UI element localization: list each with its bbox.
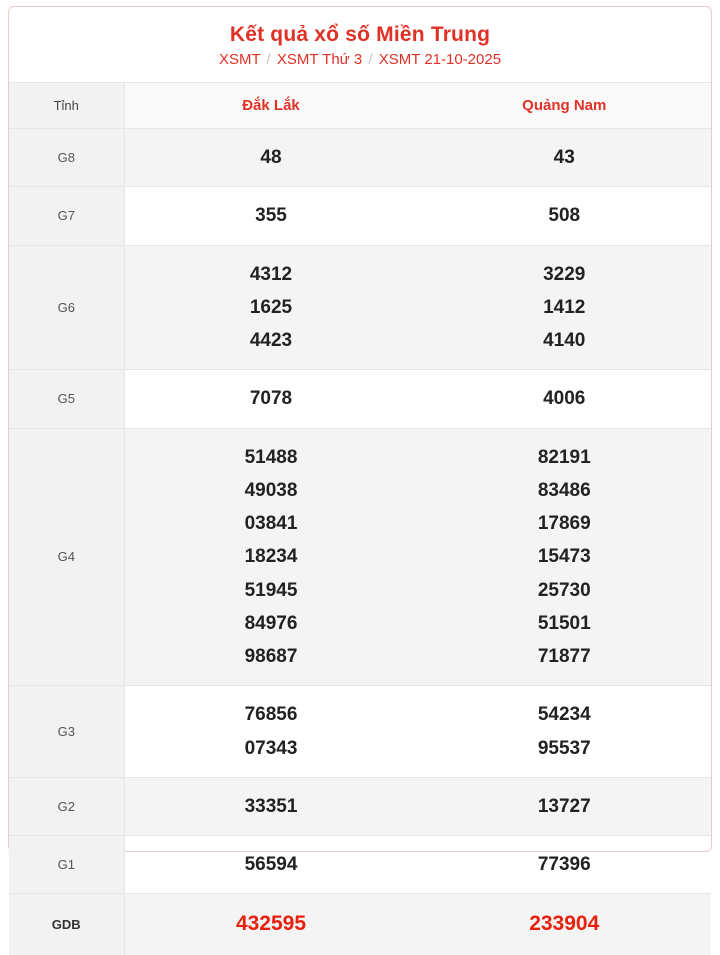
result-number: 82191 xyxy=(422,441,708,474)
result-number: 71877 xyxy=(422,640,708,673)
table-row xyxy=(9,370,711,428)
result-number: 76856 xyxy=(129,698,414,731)
result-number: 25730 xyxy=(422,574,708,607)
table-row xyxy=(9,428,711,686)
result-number: 432595 xyxy=(129,906,414,943)
result-cell xyxy=(124,836,418,894)
result-number: 77396 xyxy=(422,848,708,881)
results-table-body xyxy=(9,129,711,955)
prize-label-cell: G5 xyxy=(9,370,124,428)
result-number: 4006 xyxy=(422,382,708,415)
result-number: 56594 xyxy=(129,848,414,881)
result-number: 43 xyxy=(422,141,708,174)
result-number: 355 xyxy=(129,199,414,232)
result-number: 49038 xyxy=(129,474,414,507)
result-number: 18234 xyxy=(129,540,414,573)
prize-label-cell: G4 xyxy=(9,428,124,686)
result-cell xyxy=(124,894,418,955)
result-cell xyxy=(124,428,418,686)
result-number: 51945 xyxy=(129,574,414,607)
header-cell-province-label: Tỉnh xyxy=(9,83,124,129)
table-row xyxy=(9,686,711,778)
result-cell xyxy=(418,428,712,686)
breadcrumb xyxy=(9,51,711,82)
result-cell xyxy=(124,245,418,370)
result-number: 83486 xyxy=(422,474,708,507)
result-cell xyxy=(124,370,418,428)
result-cell xyxy=(124,129,418,187)
table-row xyxy=(9,245,711,370)
header-cell-province-0: Đắk Lắk xyxy=(124,83,418,129)
result-number: 15473 xyxy=(422,540,708,573)
breadcrumb-separator-1: / xyxy=(265,51,273,68)
result-number: 17869 xyxy=(422,507,708,540)
result-cell xyxy=(418,245,712,370)
breadcrumb-item-date[interactable]: XSMT 21-10-2025 xyxy=(379,51,501,68)
prize-label-cell: G2 xyxy=(9,777,124,835)
results-table xyxy=(9,82,711,955)
prize-label-cell: G7 xyxy=(9,187,124,245)
prize-label-cell: G3 xyxy=(9,686,124,778)
prize-label-cell: G8 xyxy=(9,129,124,187)
result-cell xyxy=(418,370,712,428)
result-number: 51501 xyxy=(422,607,708,640)
result-cell xyxy=(124,187,418,245)
prize-label-cell: GDB xyxy=(9,894,124,955)
result-number: 4312 xyxy=(129,258,414,291)
result-cell xyxy=(418,686,712,778)
result-number: 508 xyxy=(422,199,708,232)
result-cell xyxy=(418,129,712,187)
result-cell xyxy=(418,894,712,955)
prize-label-cell: G6 xyxy=(9,245,124,370)
result-number: 233904 xyxy=(422,906,708,943)
table-row xyxy=(9,836,711,894)
result-number: 51488 xyxy=(129,441,414,474)
result-number: 4423 xyxy=(129,324,414,357)
results-table-head xyxy=(9,83,711,129)
lottery-result-card xyxy=(8,6,712,852)
result-cell xyxy=(418,187,712,245)
breadcrumb-item-weekday[interactable]: XSMT Thứ 3 xyxy=(277,51,362,68)
result-number: 07343 xyxy=(129,732,414,765)
result-number: 1412 xyxy=(422,291,708,324)
result-number: 4140 xyxy=(422,324,708,357)
table-row xyxy=(9,187,711,245)
header-cell-province-1: Quảng Nam xyxy=(418,83,712,129)
result-number: 48 xyxy=(129,141,414,174)
table-row xyxy=(9,129,711,187)
table-row xyxy=(9,777,711,835)
result-cell xyxy=(124,777,418,835)
result-number: 13727 xyxy=(422,790,708,823)
result-number: 33351 xyxy=(129,790,414,823)
result-number: 98687 xyxy=(129,640,414,673)
result-cell xyxy=(124,686,418,778)
result-number: 3229 xyxy=(422,258,708,291)
breadcrumb-item-region[interactable]: XSMT xyxy=(219,51,260,68)
result-cell xyxy=(418,836,712,894)
result-number: 7078 xyxy=(129,382,414,415)
result-number: 54234 xyxy=(422,698,708,731)
result-number: 84976 xyxy=(129,607,414,640)
result-cell xyxy=(418,777,712,835)
prize-label-cell: G1 xyxy=(9,836,124,894)
result-number: 95537 xyxy=(422,732,708,765)
breadcrumb-separator-2: / xyxy=(366,51,374,68)
result-number: 1625 xyxy=(129,291,414,324)
table-row xyxy=(9,894,711,955)
page-title: Kết quả xổ số Miền Trung xyxy=(9,7,711,51)
table-header-row xyxy=(9,83,711,129)
result-number: 03841 xyxy=(129,507,414,540)
